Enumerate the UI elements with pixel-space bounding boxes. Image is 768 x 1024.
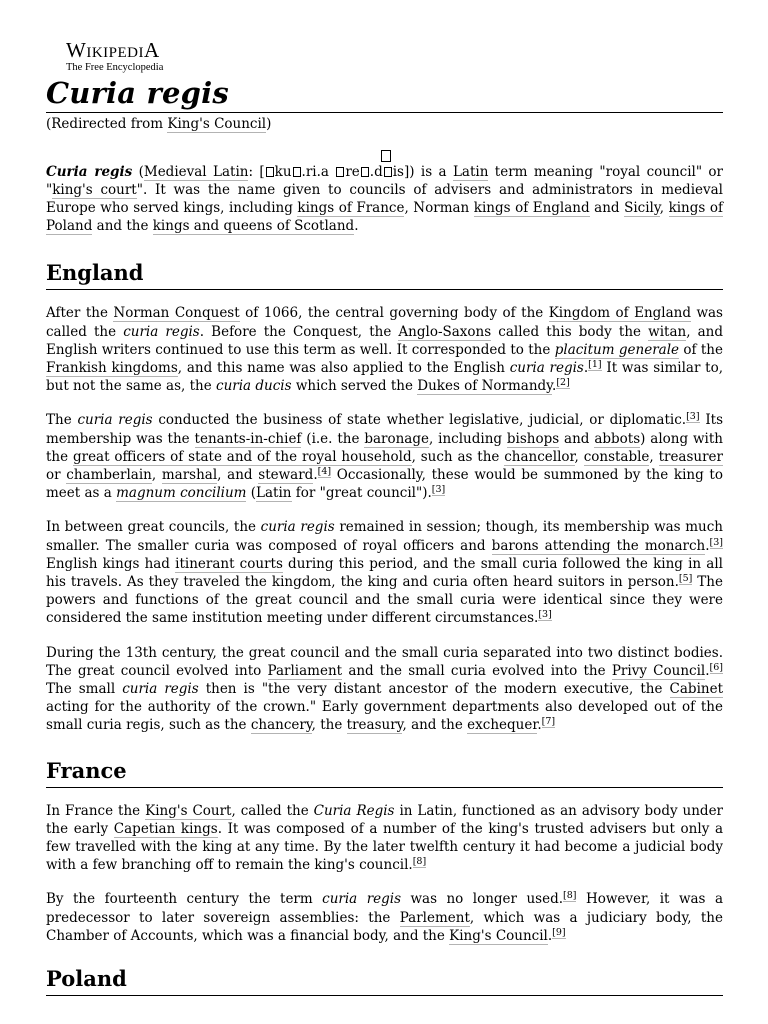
- link-witan[interactable]: witan: [648, 323, 687, 340]
- link-cabinet[interactable]: Cabinet: [669, 680, 723, 697]
- link-bishops[interactable]: bishops: [506, 430, 560, 447]
- england-paragraph-1: After the Norman Conquest of 1066, the central governing body of the Kingdom of England was called the curia regis. Before the Conquest, the Anglo-Saxons called this body the witan, and English writers continued to use this term as well. It corresponded to the placitum generale of the Frankish kingdoms, and this name was also applied to the English curia regis.[1] It was similar to, but not the same as, the curia ducis which served the Dukes of Normandy.[2]: [46, 305, 724, 395]
- ipa-glyph: [361, 167, 369, 177]
- ipa-glyph: [293, 167, 301, 177]
- ipa-glyph: [336, 167, 344, 177]
- link-treasury[interactable]: treasury: [346, 717, 403, 734]
- link-parlement[interactable]: Parlement: [399, 909, 470, 926]
- link-frankish-kingdoms[interactable]: Frankish kingdoms: [46, 359, 178, 376]
- ref-3[interactable]: [3]: [686, 411, 700, 423]
- link-norman-conquest[interactable]: Norman Conquest: [113, 305, 240, 322]
- link-itinerant-courts[interactable]: itinerant courts: [175, 555, 283, 572]
- article: [46, 40, 723, 996]
- link-barons-attending-the-monarch[interactable]: barons attending the monarch: [491, 537, 706, 554]
- redirect-notice: [46, 115, 723, 133]
- france-paragraph-1: In France the King's Court, called the Curia Regis in Latin, functioned as an advisory body under the early Capetian kings. It was composed of a number of the king's trusted advisers but only a few travelled with the king at any time. By the later twelfth century it had become a judicial body with a few branching off to remain the king's council.[8]: [46, 802, 724, 874]
- link-chancellor[interactable]: chancellor: [504, 448, 575, 465]
- england-paragraph-3: In between great councils, the curia regis remained in session; though, its membership was much smaller. The smaller curia was composed of royal officers and barons attending the monarch.[3] English kings had itinerant courts during this period, and the small curia followed the king in all his travels. As they traveled the kingdom, the king and curia often heard suitors in person.[5] The powers and functions of the great council and the small curia were identical since they were considered the same institution meeting under different circumstances.[3]: [46, 519, 723, 627]
- link-tenants-in-chief[interactable]: tenants-in-chief: [194, 430, 302, 447]
- england-paragraph-2: The curia regis conducted the business of state whether legislative, judicial, or diplomatic.[3] Its membership was the tenants-in-chief (i.e. the baronage, including bishops and abbots) along with the great officers of state and of the royal household, such as the chancellor, constable, treasurer or chamberlain, marshal, and steward.[4] Occasionally, these would be summoned by the king to meet as a magnum concilium (Latin for "great council").[3]: [46, 411, 723, 502]
- link-kings-court-france[interactable]: King's Court: [145, 802, 232, 819]
- heading-england: England: [46, 259, 723, 290]
- link-privy-council[interactable]: Privy Council: [611, 662, 706, 679]
- link-magnum-concilium[interactable]: magnum concilium: [116, 485, 247, 502]
- ref-3b[interactable]: [3]: [431, 484, 446, 496]
- link-constable[interactable]: constable: [583, 448, 650, 465]
- link-capetian-kings[interactable]: Capetian kings: [113, 820, 218, 837]
- link-parliament[interactable]: Parliament: [267, 662, 343, 679]
- ref-3d[interactable]: [3]: [538, 609, 552, 621]
- france-paragraph-2: By the fourteenth century the term curia regis was no longer used.[8] However, it was a predecessor to later sovereign assemblies: the Parlement, which was a judiciary body, the Chamber of Accounts, which was a financial body, and the King's Council.[9]: [46, 890, 723, 944]
- ref-9[interactable]: [9]: [552, 926, 566, 938]
- ref-2[interactable]: [2]: [556, 377, 570, 389]
- link-abbots[interactable]: abbots: [594, 430, 641, 447]
- ipa-stress-glyph: [381, 150, 391, 162]
- link-placitum-generale[interactable]: placitum generale: [554, 341, 680, 358]
- link-kings-court[interactable]: king's court: [52, 181, 137, 198]
- ref-7[interactable]: [7]: [541, 716, 556, 728]
- ref-6[interactable]: [6]: [709, 661, 723, 673]
- link-kings-council-redirect[interactable]: King's Council: [167, 115, 267, 132]
- link-kingdom-of-england[interactable]: Kingdom of England: [548, 305, 691, 322]
- page-title: Curia regis: [46, 76, 723, 113]
- link-baronage[interactable]: baronage: [364, 430, 429, 447]
- link-steward[interactable]: steward: [258, 466, 314, 483]
- heading-poland: Poland: [46, 965, 723, 996]
- link-latin[interactable]: Latin: [452, 163, 489, 180]
- link-treasurer[interactable]: treasurer: [658, 448, 723, 465]
- redirect-suffix: ): [266, 115, 272, 132]
- ipa-glyph: [384, 167, 392, 177]
- ref-4[interactable]: [4]: [317, 465, 332, 477]
- england-paragraph-4: During the 13th century, the great council and the small curia separated into two distinct bodies. The great council evolved into Parliament and the small curia evolved into the Privy Council.[6] The small curia regis then is "the very distant ancestor of the modern executive, the Cabinet acting for the authority of the crown." Early government departments also developed out of the small curia regis, such as the chancery, the treasury, and the exchequer.[7]: [46, 644, 723, 734]
- link-kings-and-queens-of-scotland[interactable]: kings and queens of Scotland: [152, 218, 355, 235]
- link-anglo-saxons[interactable]: Anglo-Saxons: [398, 323, 492, 340]
- link-latin-2[interactable]: Latin: [256, 485, 292, 502]
- link-chancery[interactable]: chancery: [250, 717, 312, 734]
- link-marshal[interactable]: marshal: [161, 466, 218, 483]
- ref-5[interactable]: [5]: [678, 572, 693, 584]
- term-curia-regis: Curia regis: [46, 163, 133, 180]
- logo-wordmark: WIKIPEDIA: [66, 38, 160, 62]
- ipa-glyph: [266, 167, 274, 177]
- link-sicily[interactable]: Sicily: [624, 199, 660, 216]
- link-medieval-latin[interactable]: Medieval Latin: [143, 163, 249, 180]
- logo-tagline: The Free Encyclopedia: [66, 62, 164, 73]
- link-kings-of-england[interactable]: kings of England: [473, 199, 590, 216]
- ref-1[interactable]: [1]: [588, 358, 602, 370]
- link-dukes-of-normandy[interactable]: Dukes of Normandy: [417, 378, 553, 395]
- heading-france: France: [46, 757, 723, 788]
- wikipedia-logo[interactable]: [66, 40, 723, 74]
- intro-paragraph: Curia regis (Medieval Latin: [ ku .ri.a re .d is]) is a Latin term meaning "royal council" or "king's court". It was the name given to councils of advisers and administrators in medieval Europe who served kings, including kings of France, Norman kings of England and Sicily, kings of Poland and the kings and queens of Scotland.: [46, 163, 723, 236]
- ref-8[interactable]: [8]: [412, 856, 427, 868]
- link-exchequer[interactable]: exchequer: [467, 717, 538, 734]
- ref-8b[interactable]: [8]: [563, 890, 577, 902]
- link-kings-of-france[interactable]: kings of France: [297, 199, 405, 216]
- link-kings-of-poland[interactable]: kings of Poland: [46, 199, 723, 235]
- link-great-officers-of-state[interactable]: great officers of state and of the royal household: [72, 448, 412, 465]
- link-chamberlain[interactable]: chamberlain: [66, 466, 152, 483]
- link-kings-council[interactable]: King's Council: [449, 927, 548, 944]
- ref-3c[interactable]: [3]: [709, 536, 723, 548]
- redirect-prefix: (Redirected from: [46, 115, 168, 132]
